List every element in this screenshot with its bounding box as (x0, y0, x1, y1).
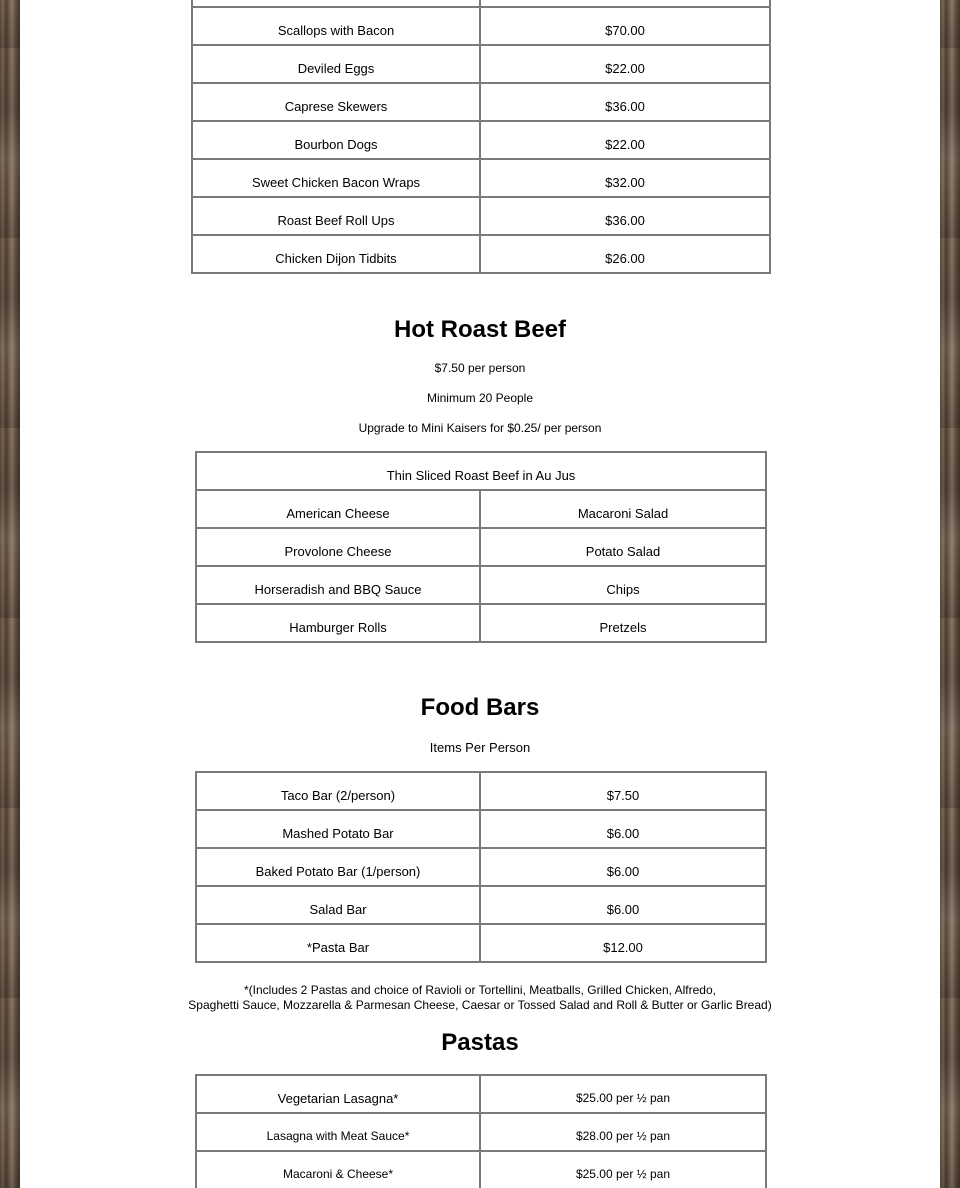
items-per-person-note: Items Per Person (429, 740, 531, 755)
item-name: Bourbon Dogs (294, 137, 378, 152)
item-price: $70.00 (605, 23, 645, 38)
main-item-cell (196, 452, 766, 490)
price-cell (480, 121, 770, 159)
table-row (196, 924, 766, 962)
item-cell (192, 7, 480, 45)
wood-background-left (0, 0, 20, 1188)
item-cell (192, 121, 480, 159)
item-price: $25.00 per ½ pan (575, 1091, 671, 1105)
table-row (196, 810, 766, 848)
table-cell (196, 528, 480, 566)
item-name: Taco Bar (2/person) (280, 788, 396, 803)
price-cell (480, 45, 770, 83)
table-row (196, 528, 766, 566)
table-row (192, 197, 770, 235)
pasta-bar-footnote-line1: *(Includes 2 Pastas and choice of Ravioli or Tortellini, Meatballs, Grilled Chicken, Alfredo, (243, 983, 716, 997)
item-cell (196, 772, 480, 810)
pastas-table (195, 1074, 767, 1188)
item-cell (196, 924, 480, 962)
item-price: $25.00 per ½ pan (575, 1167, 671, 1181)
table-cell (196, 490, 480, 528)
item-cell (196, 848, 480, 886)
item-name: Lasagna with Meat Sauce* (266, 1129, 410, 1143)
included-item: American Cheese (286, 506, 390, 521)
item-name: Roast Beef Roll Ups (277, 213, 395, 228)
pastas-heading: Pastas (441, 1029, 519, 1056)
table-row (196, 1075, 766, 1113)
item-name: Caprese Skewers (284, 99, 388, 114)
included-item: Potato Salad (585, 544, 661, 559)
food-bars-table (195, 771, 767, 963)
price-cell (480, 848, 766, 886)
item-price: $36.00 (605, 99, 645, 114)
item-cell (192, 83, 480, 121)
item-price: $22.00 (605, 137, 645, 152)
item-price: $36.00 (605, 213, 645, 228)
item-name: Macaroni & Cheese* (282, 1167, 394, 1181)
item-cell (192, 235, 480, 273)
table-cell (192, 0, 480, 7)
table-cell (480, 604, 766, 642)
table-row (196, 604, 766, 642)
upgrade-note: Upgrade to Mini Kaisers for $0.25/ per person (358, 421, 602, 435)
wood-background-right (940, 0, 960, 1188)
item-name: Chicken Dijon Tidbits (275, 251, 397, 266)
table-cell (480, 528, 766, 566)
table-row (192, 83, 770, 121)
item-price: $28.00 per ½ pan (575, 1129, 671, 1143)
price-cell (480, 924, 766, 962)
price-cell (480, 197, 770, 235)
hot-roast-beef-table (195, 451, 767, 643)
table-row (196, 1113, 766, 1151)
item-cell (196, 810, 480, 848)
item-name: Deviled Eggs (297, 61, 375, 76)
price-cell (480, 235, 770, 273)
included-item: Horseradish and BBQ Sauce (254, 582, 422, 597)
item-name: Scallops with Bacon (277, 23, 395, 38)
table-cell (196, 566, 480, 604)
table-cell (196, 604, 480, 642)
table-row (196, 452, 766, 490)
table-row (196, 848, 766, 886)
included-item: Chips (606, 582, 640, 597)
item-cell (196, 1151, 480, 1188)
item-cell (192, 45, 480, 83)
price-cell (480, 1075, 766, 1113)
included-item: Hamburger Rolls (289, 620, 387, 635)
item-name: Sweet Chicken Bacon Wraps (251, 175, 421, 190)
menu-page (20, 0, 940, 1188)
table-row (192, 121, 770, 159)
included-item: Pretzels (599, 620, 647, 635)
price-cell (480, 886, 766, 924)
table-row (196, 886, 766, 924)
table-row (192, 159, 770, 197)
table-row (192, 7, 770, 45)
table-row (196, 1151, 766, 1188)
table-row (192, 0, 770, 7)
hot-roast-beef-heading: Hot Roast Beef (393, 316, 567, 343)
item-cell (192, 159, 480, 197)
item-name: Salad Bar (309, 902, 367, 917)
minimum-people-note: Minimum 20 People (426, 391, 534, 405)
food-bars-heading: Food Bars (420, 694, 540, 721)
table-row (196, 772, 766, 810)
item-name: Baked Potato Bar (1/person) (255, 864, 421, 879)
table-row (192, 45, 770, 83)
item-price: $26.00 (605, 251, 645, 266)
included-item: Provolone Cheese (284, 544, 392, 559)
table-row (192, 235, 770, 273)
item-name: *Pasta Bar (306, 940, 370, 955)
price-cell (480, 83, 770, 121)
item-cell (196, 1075, 480, 1113)
price-cell (480, 772, 766, 810)
item-price: $6.00 (606, 826, 640, 841)
table-cell (480, 490, 766, 528)
price-cell (480, 1113, 766, 1151)
item-price: $6.00 (606, 864, 640, 879)
item-name: Vegetarian Lasagna* (277, 1091, 399, 1106)
item-price: $32.00 (605, 175, 645, 190)
item-price: $7.50 (606, 788, 640, 803)
item-cell (192, 197, 480, 235)
price-cell (480, 159, 770, 197)
item-cell (196, 886, 480, 924)
price-cell (480, 810, 766, 848)
main-item-name: Thin Sliced Roast Beef in Au Jus (386, 468, 576, 483)
appetizers-table (191, 0, 771, 274)
pasta-bar-footnote-line2: Spaghetti Sauce, Mozzarella & Parmesan Cheese, Caesar or Tossed Salad and Roll & Butter or Garlic Bread) (188, 998, 772, 1012)
price-cell (480, 7, 770, 45)
price-per-person-note: $7.50 per person (434, 361, 526, 375)
table-cell (480, 566, 766, 604)
included-item: Macaroni Salad (577, 506, 669, 521)
table-row (196, 490, 766, 528)
item-price: $6.00 (606, 902, 640, 917)
table-row (196, 566, 766, 604)
item-name: Mashed Potato Bar (282, 826, 394, 841)
price-cell (480, 1151, 766, 1188)
item-price: $22.00 (605, 61, 645, 76)
item-cell (196, 1113, 480, 1151)
table-cell (480, 0, 770, 7)
item-price: $12.00 (603, 940, 643, 955)
